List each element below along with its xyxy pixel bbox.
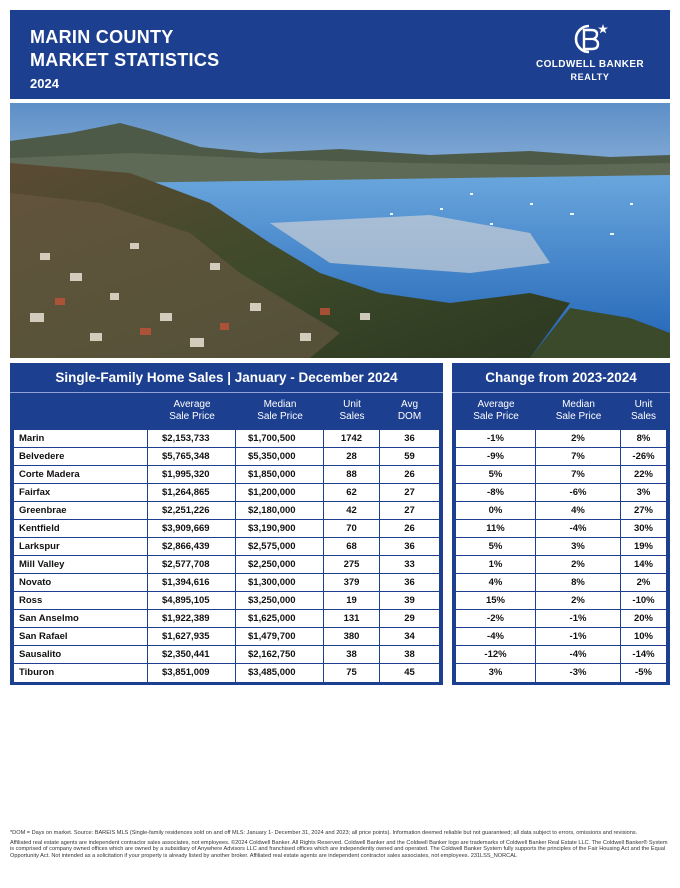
average-sale-price: $1,264,865 (148, 484, 236, 501)
table-row (14, 502, 439, 520)
change-unit-sales: 19% (633, 541, 653, 552)
avg-dom: 34 (404, 631, 415, 642)
change-unit-sales: -5% (635, 667, 652, 678)
brand-name: COLDWELL BANKER (535, 59, 645, 70)
change-average-sale-price: 0% (456, 502, 536, 519)
change-unit-sales: -26% (632, 451, 655, 462)
change-table (456, 430, 666, 682)
change-average-sale-price: 5% (456, 538, 536, 555)
unit-sales: 19 (324, 592, 380, 609)
header-text: Sales (630, 411, 656, 422)
table-row (456, 610, 666, 628)
average-sale-price: $3,851,009 (148, 664, 236, 682)
median-sale-price: $1,300,000 (236, 574, 324, 591)
unit-sales: 42 (324, 502, 380, 519)
header-text: DOM (397, 411, 422, 422)
area-name: Ross (14, 592, 148, 609)
change-panel (452, 363, 670, 685)
average-sale-price: $1,995,320 (148, 466, 236, 483)
unit-sales: 1742 (324, 430, 380, 447)
table-row (456, 538, 666, 556)
avg-dom: 39 (404, 595, 415, 606)
change-median-sale-price: -1% (536, 628, 621, 645)
change-average-sale-price: -4% (456, 628, 536, 645)
change-median-sale-price: 2% (536, 430, 621, 447)
header-text: Median (263, 399, 297, 410)
table-row (456, 484, 666, 502)
avg-dom: 29 (404, 613, 415, 624)
area-name: Fairfax (14, 484, 148, 501)
header-text: Median (562, 399, 595, 410)
change-median-sale-price: 4% (536, 502, 621, 519)
avg-dom: 36 (404, 577, 415, 588)
median-sale-price: $3,250,000 (236, 592, 324, 609)
change-average-sale-price: 4% (456, 574, 536, 591)
brand-sub: REALTY (570, 72, 610, 82)
unit-sales: 38 (324, 646, 380, 663)
avg-dom: 36 (404, 433, 415, 444)
avg-dom: 36 (404, 541, 415, 552)
area-name: San Rafael (14, 628, 148, 645)
change-average-sale-price: -1% (456, 430, 536, 447)
hero-photo-harbor (10, 103, 670, 358)
change-panel-title: Change from 2023-2024 (452, 363, 670, 393)
unit-sales: 88 (324, 466, 380, 483)
header-text: Unit (634, 399, 653, 410)
change-unit-sales: 20% (633, 613, 653, 624)
median-sale-price: $3,485,000 (236, 664, 324, 682)
change-unit-sales: 14% (633, 559, 653, 570)
change-average-sale-price: -12% (456, 646, 536, 663)
header-text: Avg (400, 399, 419, 410)
median-sale-price: $2,575,000 (236, 538, 324, 555)
table-row (456, 664, 666, 682)
average-sale-price: $2,350,441 (148, 646, 236, 663)
avg-dom: 27 (404, 505, 415, 516)
legal-disclaimer: Affiliated real estate agents are independent contractor sales associates, not employees. ©2024 Coldwell Banker. All Rights Reserved. Coldwell Banker and the Coldwell Banker logo are trademarks of Coldwell Banker Real Estate LLC. The Coldwell Banker® System is comprised of company owned offices which are owned by a subsidiary of Anywhere Advisors LLC and franchised offices which are independently owned and operated. The Coldwell Banker System fully supports the principles of the Fair Housing Act and the Equal Opportunity Act. Not intended as a solicitation if your property is already listed by another broker. Affiliated real estate agents are independent contractor sales associates, not employees. 231LSS_NORCAL (10, 839, 668, 859)
header-median-sale-price (236, 399, 324, 423)
coldwell-banker-logo (530, 22, 650, 82)
sales-panel (10, 363, 443, 685)
table-row (456, 502, 666, 520)
table-row (456, 520, 666, 538)
change-median-sale-price: -4% (536, 520, 621, 537)
header-avg-dom (380, 399, 439, 423)
unit-sales: 380 (324, 628, 380, 645)
average-sale-price: $4,895,105 (148, 592, 236, 609)
change-median-sale-price: -3% (536, 664, 621, 682)
change-median-sale-price: 2% (536, 556, 621, 573)
table-row (14, 664, 439, 682)
area-name: Novato (14, 574, 148, 591)
footer-disclaimer (10, 830, 672, 862)
unit-sales: 62 (324, 484, 380, 501)
unit-sales: 68 (324, 538, 380, 555)
change-unit-sales: 22% (633, 469, 653, 480)
table-row (14, 520, 439, 538)
header-change-average-sale-price (456, 399, 536, 423)
avg-dom: 45 (404, 667, 415, 678)
table-row (456, 466, 666, 484)
table-row (456, 592, 666, 610)
table-row (14, 610, 439, 628)
change-median-sale-price: 7% (536, 466, 621, 483)
table-row (14, 430, 439, 448)
change-average-sale-price: 11% (456, 520, 536, 537)
sales-column-headers (10, 393, 443, 429)
header-text: Unit (343, 399, 361, 410)
report-year: 2024 (30, 76, 59, 91)
median-sale-price: $1,200,000 (236, 484, 324, 501)
median-sale-price: $3,190,900 (236, 520, 324, 537)
change-median-sale-price: 3% (536, 538, 621, 555)
change-unit-sales: 3% (636, 487, 651, 498)
area-name: Larkspur (14, 538, 148, 555)
table-row (14, 466, 439, 484)
change-average-sale-price: 15% (456, 592, 536, 609)
header-average-sale-price (148, 399, 236, 423)
change-average-sale-price: -9% (456, 448, 536, 465)
area-name: Sausalito (14, 646, 148, 663)
change-unit-sales: 30% (633, 523, 653, 534)
table-row (456, 448, 666, 466)
table-row (14, 646, 439, 664)
area-name: Marin (14, 430, 148, 447)
average-sale-price: $2,866,439 (148, 538, 236, 555)
avg-dom: 38 (404, 649, 415, 660)
change-column-headers (452, 393, 670, 429)
area-name: Tiburon (14, 664, 148, 682)
average-sale-price: $1,922,389 (148, 610, 236, 627)
median-sale-price: $2,250,000 (236, 556, 324, 573)
change-average-sale-price: 3% (456, 664, 536, 682)
average-sale-price: $5,765,348 (148, 448, 236, 465)
change-median-sale-price: 2% (536, 592, 621, 609)
table-row (456, 646, 666, 664)
change-unit-sales: 8% (636, 433, 651, 444)
header-text: Sale Price (473, 411, 519, 422)
change-unit-sales: 10% (633, 631, 653, 642)
table-row (14, 592, 439, 610)
median-sale-price: $2,180,000 (236, 502, 324, 519)
dom-footnote: *DOM = Days on market. Source: BAREIS MLS (Single-family residences sold on and off MLS: January 1- December 31, 2024 and 2023; all price points). Information deemed reliable but not guaranteed; all data subject to errors, omissions and revisions. (10, 830, 638, 836)
sales-panel-title: Single-Family Home Sales | January - December 2024 (10, 363, 443, 393)
table-row (14, 448, 439, 466)
average-sale-price: $2,251,226 (148, 502, 236, 519)
change-median-sale-price: 8% (536, 574, 621, 591)
median-sale-price: $1,625,000 (236, 610, 324, 627)
unit-sales: 379 (324, 574, 380, 591)
area-name: San Anselmo (14, 610, 148, 627)
unit-sales: 28 (324, 448, 380, 465)
table-row (456, 574, 666, 592)
sales-table (14, 430, 439, 682)
change-average-sale-price: -8% (456, 484, 536, 501)
median-sale-price: $2,162,750 (236, 646, 324, 663)
change-unit-sales: 2% (636, 577, 651, 588)
median-sale-price: $1,479,700 (236, 628, 324, 645)
unit-sales: 70 (324, 520, 380, 537)
average-sale-price: $3,909,669 (148, 520, 236, 537)
header-text: Sale Price (257, 411, 303, 422)
area-name: Mill Valley (14, 556, 148, 573)
change-average-sale-price: 1% (456, 556, 536, 573)
area-name: Belvedere (14, 448, 148, 465)
median-sale-price: $1,850,000 (236, 466, 324, 483)
average-sale-price: $1,627,935 (148, 628, 236, 645)
median-sale-price: $5,350,000 (236, 448, 324, 465)
title-line-1: MARIN COUNTY (30, 27, 174, 47)
change-unit-sales: -10% (632, 595, 655, 606)
table-row (14, 484, 439, 502)
change-average-sale-price: -2% (456, 610, 536, 627)
header-unit-sales (324, 399, 380, 423)
change-median-sale-price: 7% (536, 448, 621, 465)
change-average-sale-price: 5% (456, 466, 536, 483)
average-sale-price: $2,153,733 (148, 430, 236, 447)
header-banner (10, 10, 670, 99)
header-text: Average (477, 399, 515, 410)
avg-dom: 26 (404, 469, 415, 480)
table-row (14, 556, 439, 574)
average-sale-price: $1,394,616 (148, 574, 236, 591)
header-text: Sale Price (555, 411, 602, 422)
header-text: Average (173, 399, 211, 410)
title-line-2: MARKET STATISTICS (30, 50, 220, 70)
avg-dom: 59 (404, 451, 415, 462)
change-median-sale-price: -6% (536, 484, 621, 501)
table-row (456, 430, 666, 448)
change-unit-sales: 27% (633, 505, 653, 516)
table-row (14, 538, 439, 556)
cb-monogram-icon (570, 22, 610, 56)
area-name: Greenbrae (14, 502, 148, 519)
unit-sales: 275 (324, 556, 380, 573)
avg-dom: 33 (404, 559, 415, 570)
change-unit-sales: -14% (632, 649, 655, 660)
table-row (14, 628, 439, 646)
avg-dom: 27 (404, 487, 415, 498)
header-text: Sale Price (169, 411, 215, 422)
header-text: Sales (339, 411, 365, 422)
page-title (30, 26, 219, 72)
header-change-unit-sales (621, 399, 666, 423)
header-change-median-sale-price (536, 399, 621, 423)
unit-sales: 75 (324, 664, 380, 682)
avg-dom: 26 (404, 523, 415, 534)
average-sale-price: $2,577,708 (148, 556, 236, 573)
table-row (456, 628, 666, 646)
change-median-sale-price: -1% (536, 610, 621, 627)
change-median-sale-price: -4% (536, 646, 621, 663)
unit-sales: 131 (324, 610, 380, 627)
area-name: Corte Madera (14, 466, 148, 483)
table-row (456, 556, 666, 574)
median-sale-price: $1,700,500 (236, 430, 324, 447)
area-name: Kentfield (14, 520, 148, 537)
table-row (14, 574, 439, 592)
